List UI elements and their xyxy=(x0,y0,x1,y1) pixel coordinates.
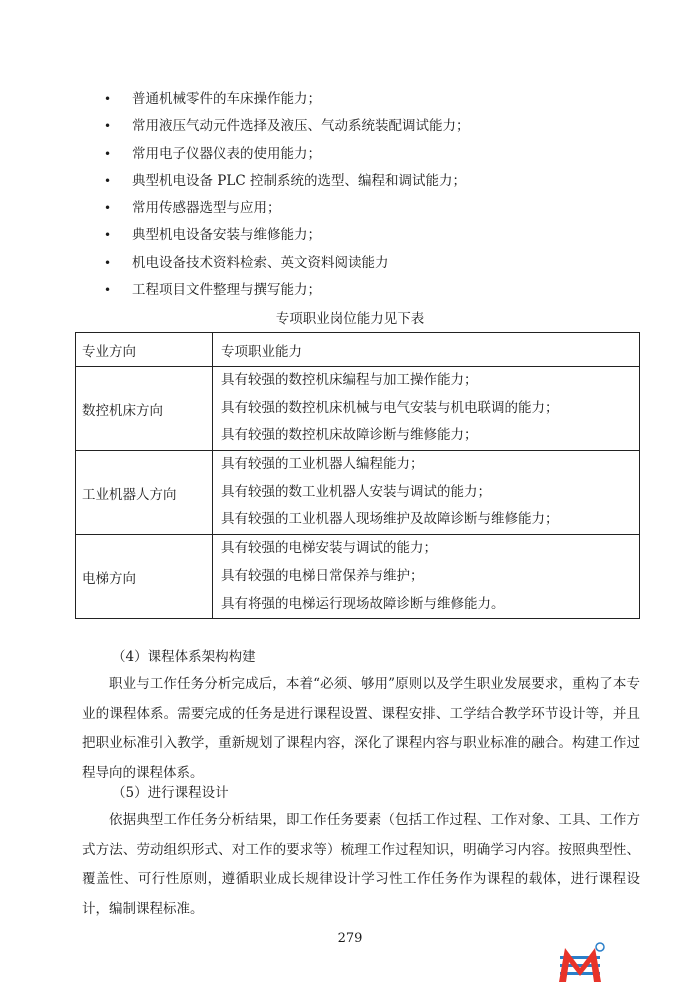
ability-bullet-list xyxy=(104,86,470,304)
bullet-item: • 普通机械零件的车床操作能力； xyxy=(104,86,470,113)
page-number: 279 xyxy=(337,931,363,946)
bullet-dot-icon: • xyxy=(104,92,112,106)
bullet-dot-icon: • xyxy=(104,119,112,134)
bullet-item: • 典型机电设备安装与维修能力； xyxy=(104,222,470,249)
bullet-item: • 机电设备技术资料检索、英文资料阅读能力 xyxy=(104,250,470,277)
table-header-row xyxy=(76,333,640,367)
header-direction: 专业方向 xyxy=(76,333,213,367)
ability-line: 具有较强的数工业机器人安装与调试的能力； xyxy=(221,483,491,500)
bullet-item: • 工程项目文件整理与撰写能力； xyxy=(104,277,470,304)
ability-line: 具有较强的工业机器人现场维护及故障诊断与维修能力； xyxy=(221,511,559,528)
ability-line: 具有较强的电梯日常保养与维护； xyxy=(221,567,424,584)
bullet-dot-icon: • xyxy=(104,146,112,161)
bullet-dot-icon: • xyxy=(104,283,112,298)
bullet-dot-icon: • xyxy=(104,201,112,216)
section-5-title: （5）进行课程设计 xyxy=(112,785,229,801)
bullet-item: • 常用液压气动元件选择及液压、气动系统装配调试能力； xyxy=(104,113,470,140)
section-5-paragraph: 依据典型工作任务分析结果，即工作任务要素（包括工作过程、工作对象、工具、工作方式方法、劳动组织形式、对工作的要求等）梳理工作过程知识，明确学习内容。按照典型性、覆盖性、可行性原则，遵循职业成长规律设计学习性工作任务作为课程的载体，进行课程设计，编制课程标准。 xyxy=(82,812,640,917)
bullet-dot-icon: • xyxy=(104,173,112,188)
bullet-dot-icon: • xyxy=(104,228,112,243)
direction-cell: 工业机器人方向 xyxy=(76,451,213,535)
table-row xyxy=(76,535,640,619)
section-4-title: （4）课程体系架构构建 xyxy=(112,649,256,665)
bullet-dot-icon: • xyxy=(104,255,112,270)
section-4-paragraph: 职业与工作任务分析完成后，本着“必须、够用”原则以及学生职业发展要求，重构了本专业的课程体系。需要完成的任务是进行课程设置、课程安排、工学结合教学环节设计等，并且把职业标准引入教学，重新规划了课程内容，深化了课程内容与职业标准的融合。构建工作过程导向的课程体系。 xyxy=(82,676,640,781)
ability-line: 具有较强的工业机器人编程能力； xyxy=(221,456,424,473)
ability-cell xyxy=(213,451,640,535)
ability-line: 具有较强的数控机床编程与加工操作能力； xyxy=(221,372,478,388)
table-row xyxy=(76,451,640,535)
header-ability: 专项职业能力 xyxy=(213,333,640,367)
ability-cell xyxy=(213,367,640,451)
ability-cell xyxy=(213,535,640,619)
bullet-item: • 常用传感器选型与应用； xyxy=(104,195,470,222)
ability-line: 具有较强的数控机床故障诊断与维修能力； xyxy=(221,427,478,444)
publisher-logo-icon xyxy=(556,942,606,984)
bullet-item: • 常用电子仪器仪表的使用能力； xyxy=(104,141,470,168)
table-caption: 专项职业岗位能力见下表 xyxy=(275,311,425,327)
direction-cell: 数控机床方向 xyxy=(76,367,213,451)
direction-cell: 电梯方向 xyxy=(76,535,213,619)
table-row xyxy=(76,367,640,451)
bullet-item: • 典型机电设备 PLC 控制系统的选型、编程和调试能力； xyxy=(104,168,470,195)
ability-line: 具有将强的电梯运行现场故障诊断与维修能力。 xyxy=(221,595,505,612)
ability-line: 具有较强的数控机床机械与电气安装与机电联调的能力； xyxy=(221,399,559,416)
ability-table xyxy=(75,332,640,619)
ability-line: 具有较强的电梯安装与调试的能力； xyxy=(221,540,437,557)
